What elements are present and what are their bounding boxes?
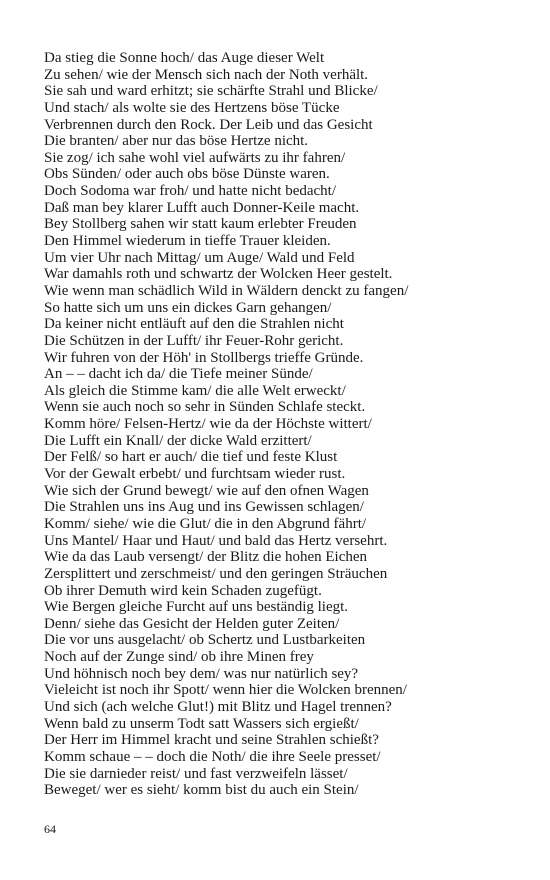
poem-line: War damahls roth und schwartz der Wolcken Heer gestelt.: [44, 266, 393, 283]
poem-line: Komm höre/ Felsen-Hertz/ wie da der Höchste wittert/: [44, 416, 372, 433]
poem-line: Verbrennen durch den Rock. Der Leib und das Gesicht: [44, 116, 373, 133]
poem-line: Da stieg die Sonne hoch/ das Auge dieser Welt: [44, 50, 325, 66]
poem-line: Als gleich die Stimme kam/ die alle Welt erweckt/: [44, 382, 346, 399]
poem-line: Und sich (ach welche Glut!) mit Blitz und Hagel trennen?: [44, 698, 392, 715]
poem-line: Der Herr im Himmel kracht und seine Strahlen schießt?: [44, 732, 379, 749]
poem-line: So hatte sich um uns ein dickes Garn gehangen/: [44, 299, 332, 316]
poem-line: Uns Mantel/ Haar und Haut/ und bald das Hertz versehrt.: [44, 532, 388, 549]
poem-line: Den Himmel wiederum in tieffe Trauer kleiden.: [44, 233, 331, 250]
poem-line: Vieleicht ist noch ihr Spott/ wenn hier die Wolcken brennen/: [44, 682, 407, 699]
poem-text-block: [44, 50, 524, 799]
poem-line: Vor der Gewalt erbebt/ und furchtsam wieder rust.: [44, 466, 346, 483]
poem-line: Wie wenn man schädlich Wild in Wäldern denckt zu fangen/: [44, 282, 409, 299]
poem-line: Denn/ siehe das Gesicht der Helden guter Zeiten/: [44, 615, 340, 632]
poem-line: Doch Sodoma war froh/ und hatte nicht bedacht/: [44, 183, 337, 200]
poem-line: Die Schützen in der Lufft/ ihr Feuer-Rohr gericht.: [44, 332, 344, 349]
poem-line: Zersplittert und zerschmeist/ und den geringen Sträuchen: [44, 565, 388, 582]
poem-line: Wie sich der Grund bewegt/ wie auf den ofnen Wagen: [44, 482, 369, 499]
poem-line: Die Lufft ein Knall/ der dicke Wald erzittert/: [44, 432, 312, 449]
poem-line: Komm/ siehe/ wie die Glut/ die in den Abgrund fährt/: [44, 515, 367, 532]
poem-line: Um vier Uhr nach Mittag/ um Auge/ Wald und Feld: [44, 249, 355, 266]
poem-line: Ob ihrer Demuth wird kein Schaden zugefügt.: [44, 582, 322, 599]
poem-line: Die branten/ aber nur das böse Hertze nicht.: [44, 133, 309, 150]
poem-line: Bey Stollberg sahen wir statt kaum erlebter Freuden: [44, 216, 357, 233]
poem-line: Komm schaue – – doch die Noth/ die ihre Seele presset/: [44, 748, 381, 765]
poem-line: Sie sah und ward erhitzt; sie schärfte Strahl und Blicke/: [44, 83, 378, 100]
poem-line: Wenn sie auch noch so sehr in Sünden Schlafe steckt.: [44, 399, 366, 416]
poem-line: Die Strahlen uns ins Aug und ins Gewissen schlagen/: [44, 499, 364, 516]
poem-line: Und stach/ als wolte sie des Hertzens böse Tücke: [44, 99, 340, 116]
poem-line: Wie Bergen gleiche Furcht auf uns beständig liegt.: [44, 599, 349, 616]
poem-line: Wir fuhren von der Höh' in Stollbergs trieffe Gründe.: [44, 349, 364, 366]
poem-line: Die sie darnieder reist/ und fast verzweifeln lässet/: [44, 765, 348, 782]
poem-line: Daß man bey klarer Lufft auch Donner-Keile macht.: [44, 199, 360, 216]
poem-line: Noch auf der Zunge sind/ ob ihre Minen frey: [44, 649, 314, 666]
poem-line: Wie da das Laub versengt/ der Blitz die hohen Eichen: [44, 549, 368, 566]
poem-line: Wenn bald zu unserm Todt satt Wassers sich ergießt/: [44, 715, 359, 732]
poem-line: Die vor uns ausgelacht/ ob Schertz und Lustbarkeiten: [44, 632, 366, 649]
page-number: 64: [44, 822, 56, 836]
poem-line: An – – dacht ich da/ die Tiefe meiner Sünde/: [44, 366, 313, 383]
poem-line: Sie zog/ ich sahe wohl viel aufwärts zu ihr fahren/: [44, 149, 346, 166]
poem-line: Beweget/ wer es sieht/ komm bist du auch ein Stein/: [44, 782, 359, 799]
poem-line: Zu sehen/ wie der Mensch sich nach der Noth verhält.: [44, 66, 369, 83]
poem-line: Der Felß/ so hart er auch/ die tief und feste Klust: [44, 449, 338, 466]
poem-line: Da keiner nicht entläuft auf den die Strahlen nicht: [44, 316, 344, 333]
poem-line: Obs Sünden/ oder auch obs böse Dünste waren.: [44, 166, 330, 183]
poem-line: Und höhnisch noch bey dem/ was nur natürlich sey?: [44, 665, 359, 682]
